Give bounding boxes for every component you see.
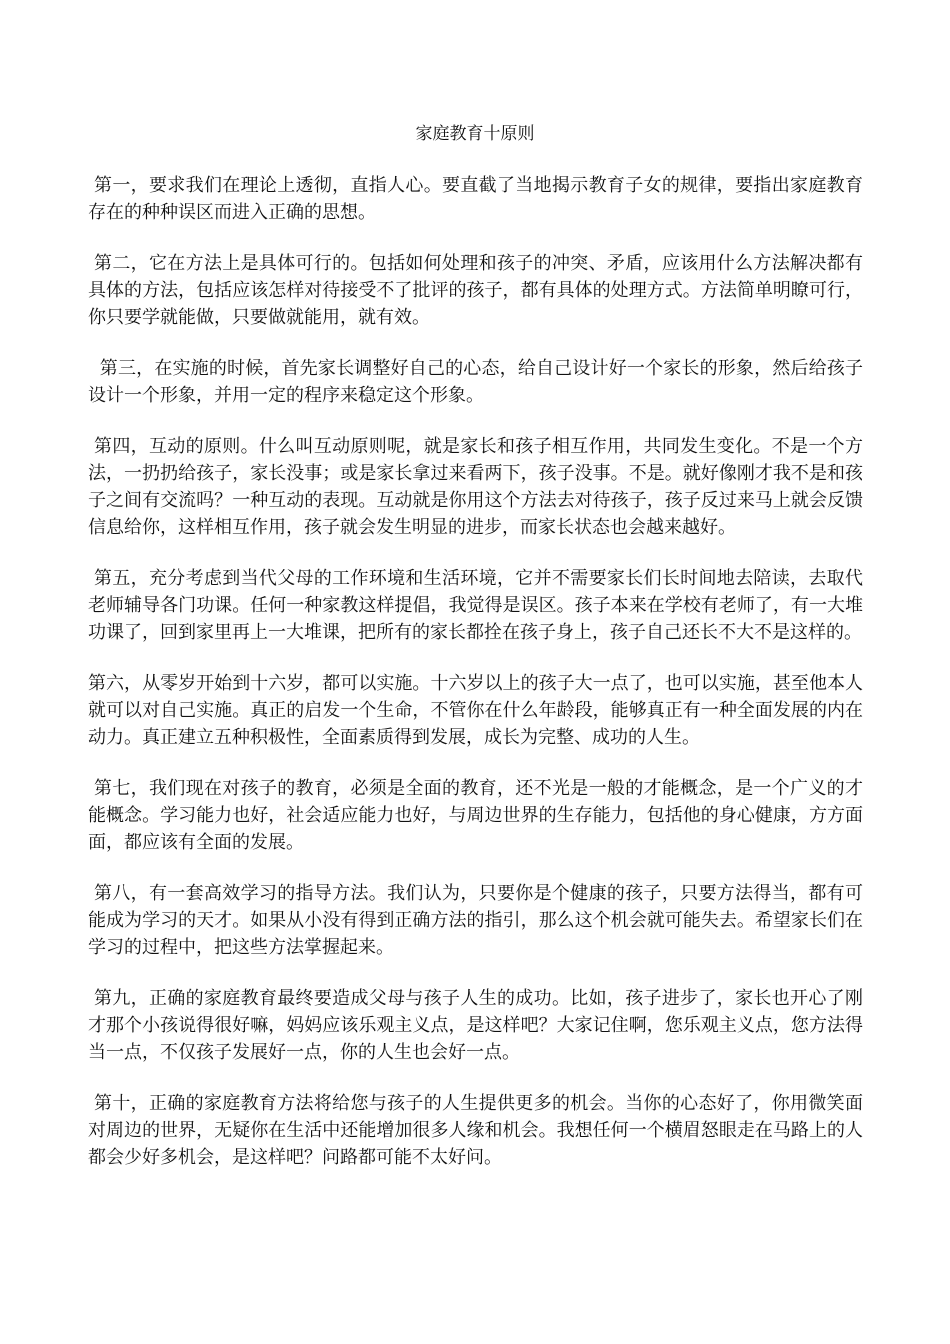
paragraph-8: 第八，有一套高效学习的指导方法。我们认为，只要你是个健康的孩子，只要方法得当，都有可能成为学习的天才。如果从小没有得到正确方法的指引，那么这个机会就可能失去。希望家长们在学习的过程中，把这些方法掌握起来。 <box>88 883 863 958</box>
paragraph-3: 第三，在实施的时候，首先家长调整好自己的心态，给自己设计好一个家长的形象，然后给孩子设计一个形象，并用一定的程序来稳定这个形象。 <box>88 358 863 406</box>
paragraph-1: 第一，要求我们在理论上透彻，直指人心。要直截了当地揭示教育子女的规律，要指出家庭教育存在的种种误区而进入正确的思想。 <box>88 175 863 223</box>
paragraph-10: 第十，正确的家庭教育方法将给您与孩子的人生提供更多的机会。当你的心态好了，你用微笑面对周边的世界，无疑你在生活中还能增加很多人缘和机会。我想任何一个横眉怒眼走在马路上的人都会少好多机会，是这样吧？问路都可能不太好问。 <box>88 1093 863 1168</box>
paragraph-7: 第七，我们现在对孩子的教育，必须是全面的教育，还不光是一般的才能概念，是一个广义的才能概念。学习能力也好，社会适应能力也好，与周边世界的生存能力，包括他的身心健康，方方面面，都应该有全面的发展。 <box>88 778 863 853</box>
paragraph-2: 第二，它在方法上是具体可行的。包括如何处理和孩子的冲突、矛盾，应该用什么方法解决都有具体的方法，包括应该怎样对待接受不了批评的孩子，都有具体的处理方式。方法简单明瞭可行，你只要学就能做，只要做就能用，就有效。 <box>88 253 863 328</box>
paragraph-4: 第四，互动的原则。什么叫互动原则呢，就是家长和孩子相互作用，共同发生变化。不是一个方法，一扔扔给孩子，家长没事；或是家长拿过来看两下，孩子没事。不是。就好像刚才我不是和孩子之间有交流吗？一种互动的表现。互动就是你用这个方法去对待孩子，孩子反过来马上就会反馈信息给你，这样相互作用，孩子就会发生明显的进步，而家长状态也会越来越好。 <box>88 436 863 538</box>
document-body <box>88 172 863 1195</box>
document-title: 家庭教育十原则 <box>415 124 535 144</box>
paragraph-5: 第五，充分考虑到当代父母的工作环境和生活环境，它并不需要家长们长时间地去陪读，去取代老师辅导各门功课。任何一种家教这样提倡，我觉得是误区。孩子本来在学校有老师了，有一大堆功课了，回到家里再上一大堆课，把所有的家长都拴在孩子身上，孩子自己还长不大不是这样的。 <box>88 568 863 643</box>
paragraph-6: 第六，从零岁开始到十六岁，都可以实施。十六岁以上的孩子大一点了，也可以实施，甚至他本人就可以对自己实施。真正的启发一个生命，不管你在什么年龄段，能够真正有一种全面发展的内在动力。真正建立五种积极性，全面素质得到发展，成长为完整、成功的人生。 <box>88 673 863 748</box>
paragraph-9: 第九，正确的家庭教育最终要造成父母与孩子人生的成功。比如，孩子进步了，家长也开心了刚才那个小孩说得很好嘛，妈妈应该乐观主义点，是这样吧？大家记住啊，您乐观主义点，您方法得当一点，不仅孩子发展好一点，你的人生也会好一点。 <box>88 988 863 1063</box>
